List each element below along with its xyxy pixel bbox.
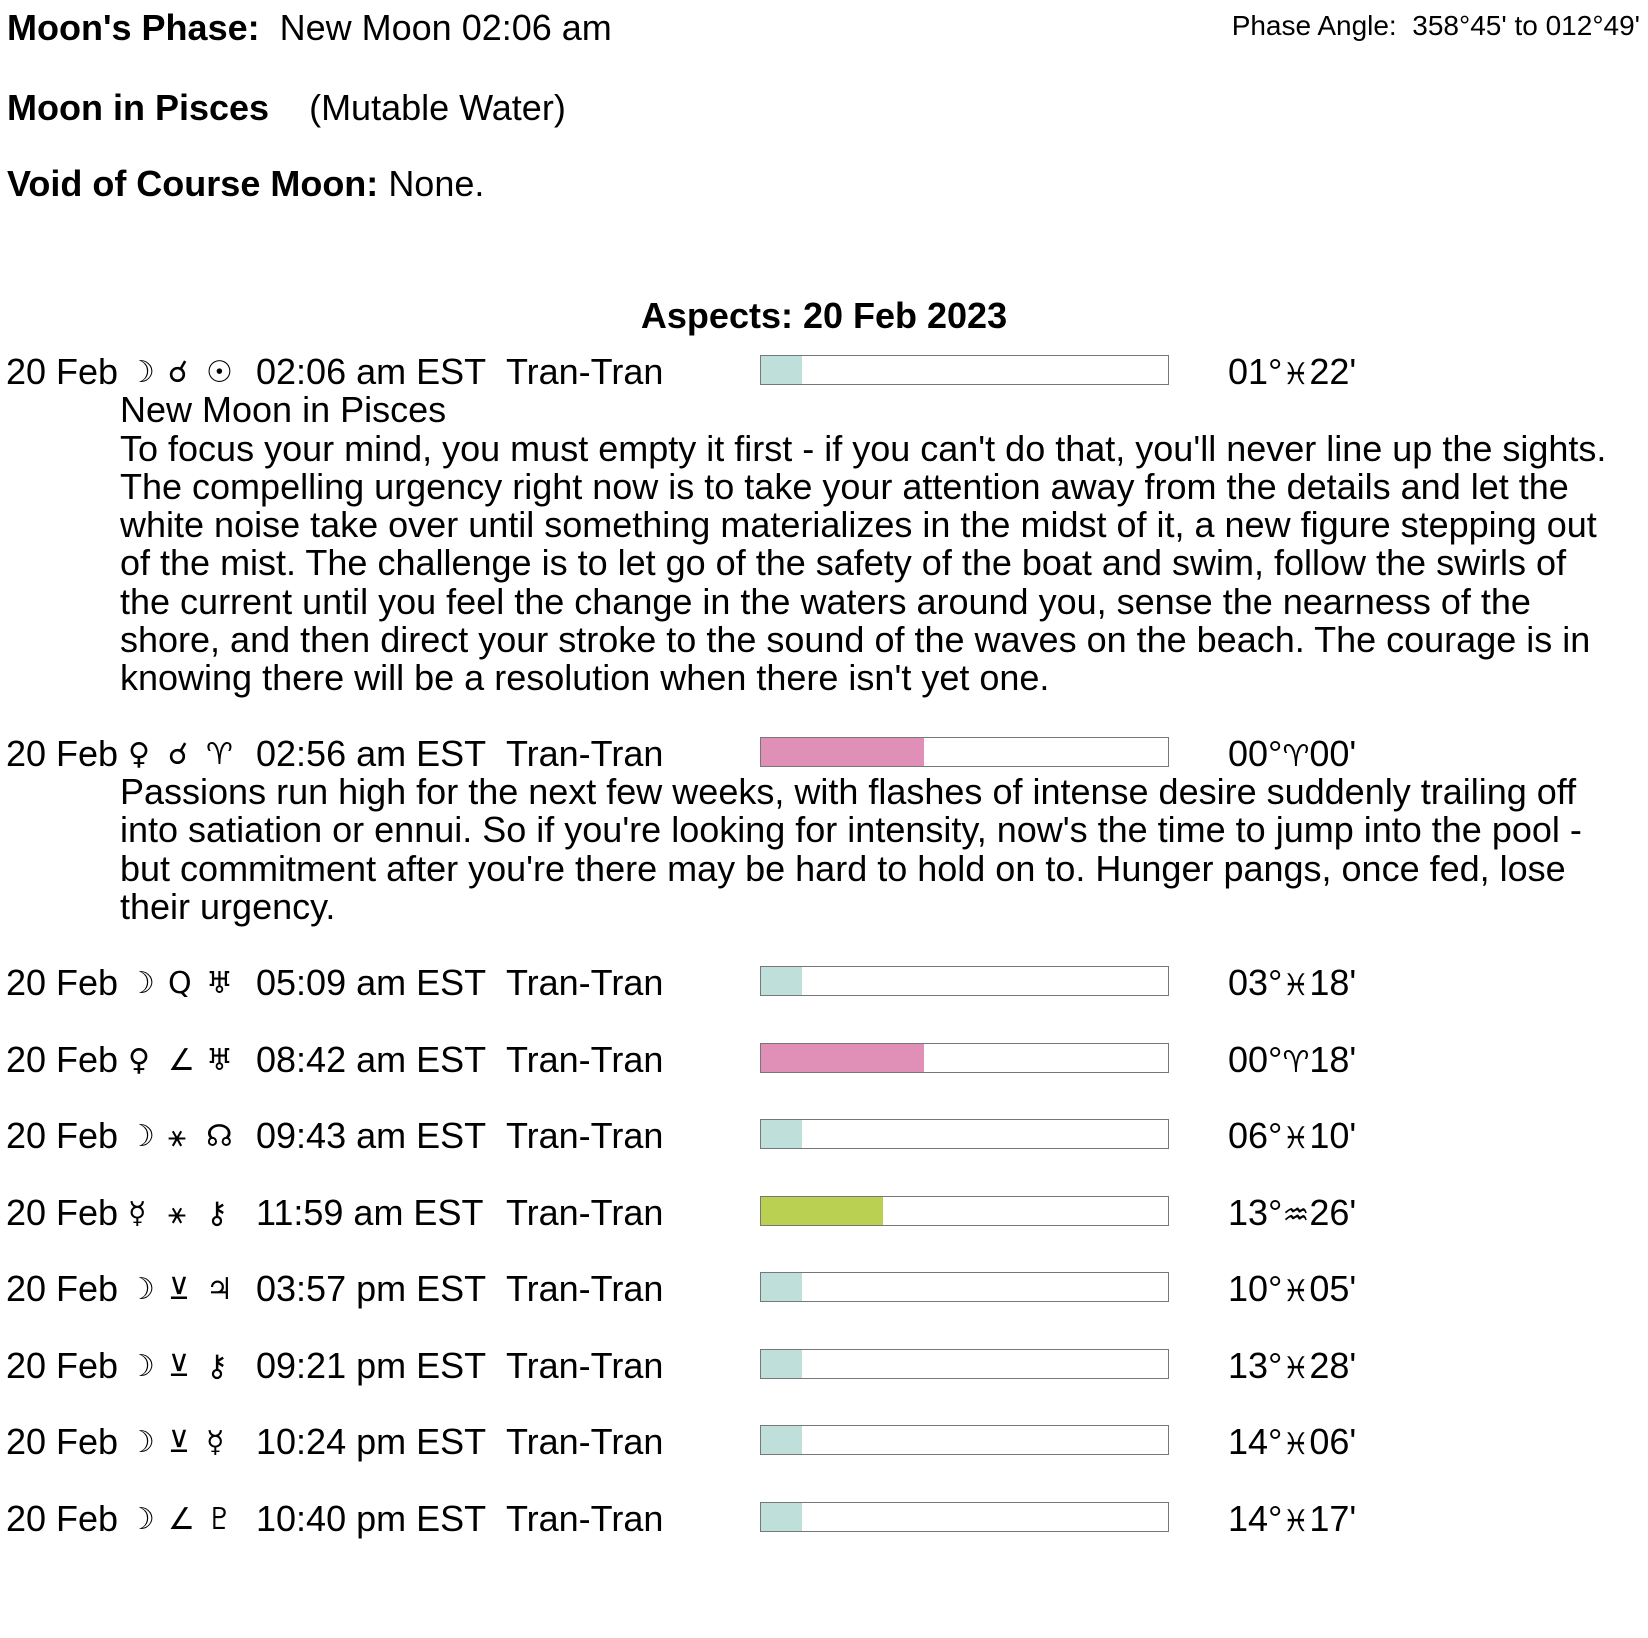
aspect-title: New Moon in Pisces	[120, 389, 447, 430]
zodiac-sign-icon: ♓	[1282, 1351, 1310, 1386]
aspect-description-line: shore, and then direct your stroke to the sound of the waves on the beach. The courage is in	[120, 619, 1591, 660]
strength-bar	[760, 1119, 1169, 1149]
aspect-icon: ⊻	[168, 1272, 190, 1307]
aspect-icon: ∠	[168, 1043, 195, 1078]
position-minute: 06'	[1309, 1421, 1357, 1462]
planet1-icon: ☽	[128, 1502, 155, 1537]
aspect-type: Tran-Tran	[506, 962, 664, 1003]
planet2-icon: ⚷	[206, 1349, 228, 1384]
position-minute: 18'	[1309, 1039, 1357, 1080]
aspect-type: Tran-Tran	[506, 1039, 664, 1080]
strength-bar-fill	[761, 356, 802, 384]
aspect-time: 02:56 am EST	[256, 733, 487, 774]
position-minute: 18'	[1309, 962, 1357, 1003]
aspect-description-line: of the mist. The challenge is to let go of the safety of the boat and swim, follow the swirls of	[120, 542, 1567, 584]
zodiac-sign-icon: ♓	[1282, 357, 1310, 392]
aspect-position	[1228, 352, 1356, 395]
position-minute: 28'	[1309, 1345, 1357, 1386]
aspect-icon: ⊻	[168, 1349, 190, 1384]
aspect-icon: ∠	[168, 1502, 195, 1537]
planet2-icon: ☿	[206, 1425, 225, 1460]
aspect-time: 11:59 am EST	[256, 1192, 484, 1233]
planet2-icon: ♈	[206, 737, 233, 772]
strength-bar-fill	[761, 1426, 802, 1454]
aspect-date: 20 Feb	[6, 1192, 119, 1233]
aspect-position	[1228, 1499, 1356, 1542]
strength-bar-fill	[761, 738, 924, 766]
strength-bar	[760, 1196, 1169, 1226]
position-minute: 10'	[1309, 1115, 1357, 1156]
position-minute: 00'	[1309, 733, 1357, 774]
planet1-icon: ☽	[128, 1272, 155, 1307]
aspect-time: 05:09 am EST	[256, 962, 487, 1003]
aspect-date: 20 Feb	[6, 1498, 119, 1539]
planet1-icon: ☽	[128, 1119, 155, 1154]
aspect-type: Tran-Tran	[506, 733, 664, 774]
strength-bar-fill	[761, 1197, 883, 1225]
aspect-description-line: Passions run high for the next few weeks, with flashes of intense desire suddenly trailing off	[120, 771, 1577, 812]
aspect-description-line: white noise take over until something materializes in the midst of it, a new figure stepping out	[120, 504, 1597, 546]
planet1-icon: ☽	[128, 1425, 155, 1460]
strength-bar	[760, 737, 1169, 767]
aspect-type: Tran-Tran	[506, 351, 664, 392]
aspect-type: Tran-Tran	[506, 1498, 664, 1539]
aspect-position	[1228, 1422, 1356, 1465]
aspect-description-line: into satiation or ennui. So if you're looking for intensity, now's the time to jump into the pool -	[120, 809, 1582, 851]
moon-sign-label: Moon in Pisces	[7, 87, 270, 128]
voc-label: Void of Course Moon:	[7, 163, 379, 204]
aspect-date: 20 Feb	[6, 1115, 119, 1156]
strength-bar-fill	[761, 1273, 802, 1301]
aspect-date: 20 Feb	[6, 1039, 119, 1080]
planet1-icon: ☽	[128, 355, 155, 390]
zodiac-sign-icon: ♈	[1282, 1045, 1310, 1080]
planet2-icon: ⚷	[206, 1196, 228, 1231]
position-degree: 13°	[1228, 1345, 1283, 1386]
position-degree: 13°	[1228, 1192, 1283, 1233]
zodiac-sign-icon: ♓	[1282, 1427, 1310, 1462]
strength-bar	[760, 1272, 1169, 1302]
planet2-icon: ☊	[206, 1119, 233, 1154]
zodiac-sign-icon: ♈	[1282, 739, 1310, 774]
aspect-position	[1228, 1040, 1356, 1083]
zodiac-sign-icon: ♓	[1282, 1504, 1310, 1539]
aspect-description-line: but commitment after you're there may be hard to hold on to. Hunger pangs, once fed, lose	[120, 847, 1566, 889]
aspect-icon: ⊻	[168, 1425, 190, 1460]
planet2-icon: ♅	[206, 1043, 233, 1078]
aspect-date: 20 Feb	[6, 351, 119, 392]
phase-angle-value: 358°45' to 012°49'	[1412, 10, 1640, 41]
position-degree: 00°	[1228, 733, 1283, 774]
position-degree: 06°	[1228, 1115, 1283, 1156]
planet2-icon: ♃	[206, 1272, 233, 1307]
zodiac-sign-icon: ♓	[1282, 1274, 1310, 1309]
moon-phase-value: New Moon 02:06 am	[279, 7, 612, 48]
aspect-time: 10:24 pm EST	[256, 1421, 487, 1462]
moon-sign-line	[7, 88, 566, 128]
aspect-date: 20 Feb	[6, 1421, 119, 1462]
position-degree: 00°	[1228, 1039, 1283, 1080]
aspect-position	[1228, 1193, 1356, 1236]
planet2-icon: ♇	[206, 1502, 233, 1537]
strength-bar-fill	[761, 1503, 802, 1531]
strength-bar	[760, 1349, 1169, 1379]
aspect-description-line: To focus your mind, you must empty it first - if you can't do that, you'll never line up the sights.	[120, 427, 1607, 469]
position-degree: 14°	[1228, 1421, 1283, 1462]
aspects-title: Aspects: 20 Feb 2023	[640, 295, 1008, 336]
moon-phase-line	[7, 8, 612, 48]
aspect-type: Tran-Tran	[506, 1268, 664, 1309]
planet1-icon: ☽	[128, 966, 155, 1001]
position-minute: 17'	[1309, 1498, 1357, 1539]
strength-bar	[760, 1043, 1169, 1073]
aspect-type: Tran-Tran	[506, 1115, 664, 1156]
strength-bar-fill	[761, 1350, 802, 1378]
aspect-description-line: knowing there will be a resolution when there isn't yet one.	[120, 657, 1050, 699]
aspect-position	[1228, 1346, 1356, 1389]
aspect-time: 08:42 am EST	[256, 1039, 487, 1080]
aspect-position	[1228, 1116, 1356, 1159]
aspect-icon: Q	[168, 966, 192, 1001]
position-degree: 03°	[1228, 962, 1283, 1003]
planet1-icon: ☿	[128, 1196, 147, 1231]
position-degree: 14°	[1228, 1498, 1283, 1539]
planet1-icon: ☽	[128, 1349, 155, 1384]
moon-sign-quality: (Mutable Water)	[309, 87, 566, 128]
zodiac-sign-icon: ♒	[1282, 1198, 1310, 1233]
planet2-icon: ♅	[206, 966, 233, 1001]
strength-bar	[760, 966, 1169, 996]
aspect-type: Tran-Tran	[506, 1192, 664, 1233]
planet2-icon: ☉	[206, 355, 233, 390]
aspect-icon: ☌	[168, 737, 189, 772]
position-minute: 26'	[1309, 1192, 1357, 1233]
zodiac-sign-icon: ♓	[1282, 968, 1310, 1003]
position-minute: 05'	[1309, 1268, 1357, 1309]
aspect-time: 09:21 pm EST	[256, 1345, 487, 1386]
aspect-date: 20 Feb	[6, 733, 119, 774]
aspect-description-line: The compelling urgency right now is to take your attention away from the details and let the	[120, 465, 1569, 507]
phase-angle-label: Phase Angle:	[1231, 10, 1397, 41]
zodiac-sign-icon: ♓	[1282, 1121, 1310, 1156]
void-of-course-line	[7, 164, 484, 204]
strength-bar	[760, 1425, 1169, 1455]
aspect-position	[1228, 963, 1356, 1006]
moon-phase-label: Moon's Phase:	[7, 7, 260, 48]
aspect-time: 02:06 am EST	[256, 351, 487, 392]
strength-bar-fill	[761, 1120, 802, 1148]
aspect-description-line: the current until you feel the change in the waters around you, sense the nearness of the	[120, 580, 1531, 622]
strength-bar-fill	[761, 967, 802, 995]
aspect-icon: ☌	[168, 355, 189, 390]
voc-value: None.	[388, 163, 485, 204]
planet1-icon: ♀	[128, 1043, 150, 1078]
aspect-date: 20 Feb	[6, 962, 119, 1003]
aspect-time: 03:57 pm EST	[256, 1268, 487, 1309]
strength-bar	[760, 355, 1169, 385]
position-degree: 10°	[1228, 1268, 1283, 1309]
strength-bar-fill	[761, 1044, 924, 1072]
aspect-time: 09:43 am EST	[256, 1115, 487, 1156]
position-minute: 22'	[1309, 351, 1357, 392]
strength-bar	[760, 1502, 1169, 1532]
aspect-date: 20 Feb	[6, 1345, 119, 1386]
aspect-position	[1228, 1269, 1356, 1312]
aspect-type: Tran-Tran	[506, 1421, 664, 1462]
aspect-icon: ⚹	[168, 1196, 186, 1231]
aspect-icon: ⚹	[168, 1119, 186, 1154]
aspect-time: 10:40 pm EST	[256, 1498, 487, 1539]
phase-angle-line	[1232, 10, 1640, 42]
planet1-icon: ♀	[128, 737, 150, 772]
position-degree: 01°	[1228, 351, 1283, 392]
aspect-description-line: their urgency.	[120, 885, 336, 927]
aspect-type: Tran-Tran	[506, 1345, 664, 1386]
aspect-date: 20 Feb	[6, 1268, 119, 1309]
